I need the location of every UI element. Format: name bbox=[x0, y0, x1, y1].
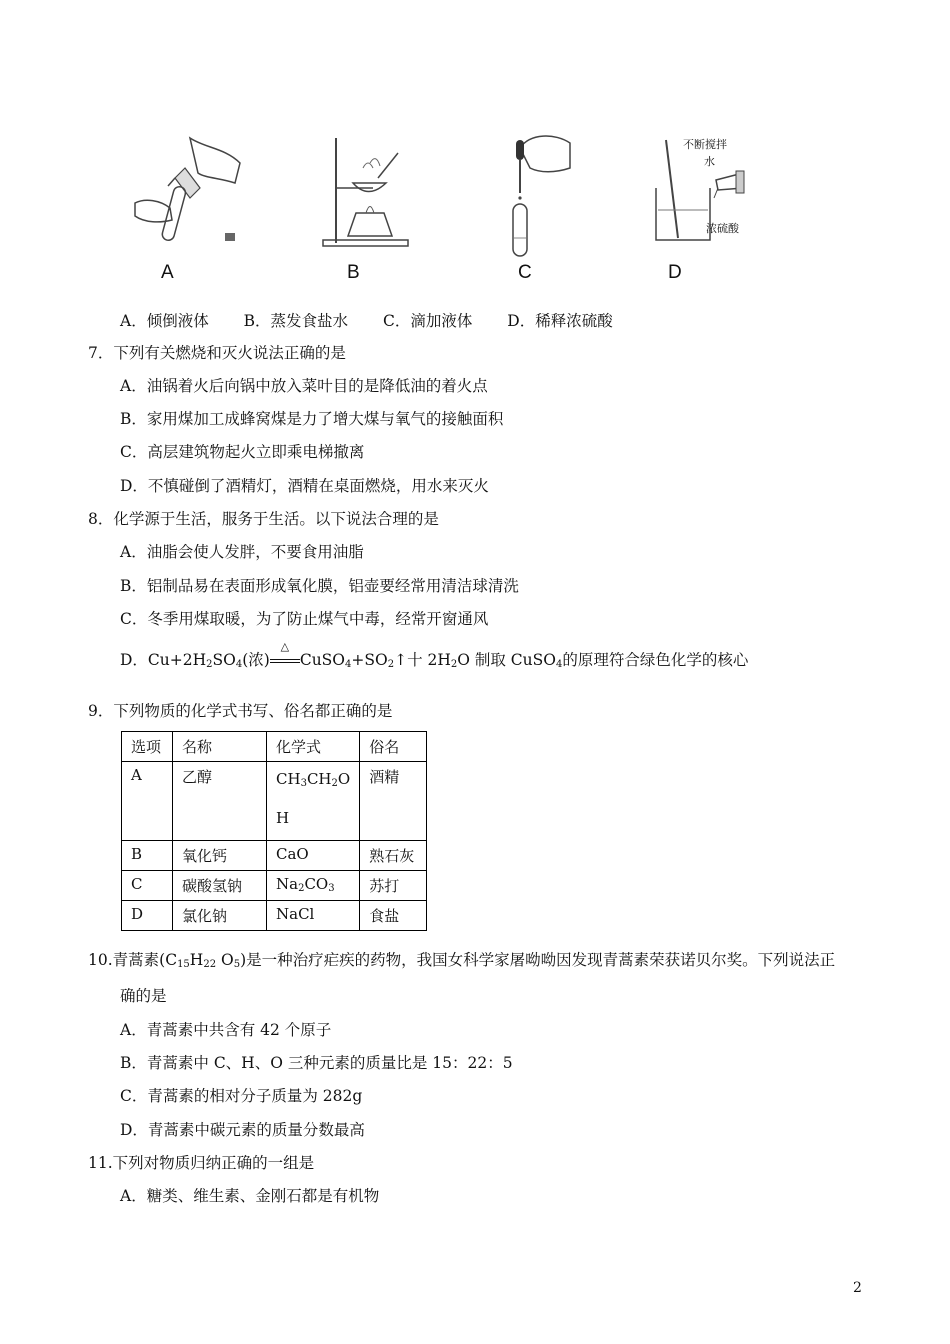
figure-a-pouring-liquid bbox=[130, 128, 245, 248]
figure-c-dropper bbox=[500, 128, 575, 263]
q7-option-b: B．家用煤加工成蜂窝煤是力了增大煤与氧气的接触面积 bbox=[120, 410, 504, 428]
q10-option-d: D．青蒿素中碳元素的质量分数最高 bbox=[120, 1121, 365, 1139]
q8-option-c: C．冬季用煤取暖，为了防止煤气中毒，经常开窗通风 bbox=[120, 610, 489, 628]
table-row: B 氧化钙 CaO 熟石灰 bbox=[122, 841, 427, 871]
table-row: C 碳酸氢钠 $Na_2CO_3$ 苏打 bbox=[122, 871, 427, 901]
q6-option-a: A．倾倒液体 bbox=[120, 312, 209, 330]
figure-b-evaporation bbox=[318, 128, 413, 253]
q7-stem: 7．下列有关燃烧和灭火说法正确的是 bbox=[88, 344, 346, 362]
reaction-condition-arrow bbox=[270, 640, 300, 670]
q7-option-d: D．不慎碰倒了酒精灯，酒精在桌面燃烧，用水来灭火 bbox=[120, 477, 489, 495]
q10-option-b: B．青蒿素中 C、H、O 三种元素的质量比是 15：22：5 bbox=[120, 1054, 513, 1072]
figure-label-d: D bbox=[668, 262, 682, 283]
figure-label-b: B bbox=[347, 262, 360, 283]
q10-stem-line2: 确的是 bbox=[120, 987, 167, 1005]
q10-option-c: C．青蒿素的相对分子质量为 282g bbox=[120, 1087, 363, 1105]
q9-table bbox=[121, 731, 427, 931]
annotation-water: 水 bbox=[704, 156, 715, 168]
page-number: 2 bbox=[853, 1280, 862, 1296]
q8-option-b: B．铝制品易在表面形成氧化膜，铝壶要经常用清洁球清洗 bbox=[120, 577, 519, 595]
table-header-row: 选项 名称 化学式 俗名 bbox=[122, 732, 427, 762]
q9-stem: 9．下列物质的化学式书写、俗名都正确的是 bbox=[88, 702, 393, 720]
q8-option-d: D．$Cu+2H_2SO_4$(浓) △ $CuSO_4+SO_2↑$十 $2H_2O$ 制取 CuSO$_4$的原理符合绿色化学的核心 bbox=[120, 650, 748, 675]
table-row: D 氯化钠 NaCl 食盐 bbox=[122, 901, 427, 931]
figure-label-c: C bbox=[518, 262, 532, 283]
q7-option-a: A．油锅着火后向锅中放入菜叶目的是降低油的着火点 bbox=[120, 377, 488, 395]
q8-stem: 8．化学源于生活，服务于生活。以下说法合理的是 bbox=[88, 510, 439, 528]
heating-symbol: △ bbox=[280, 640, 290, 653]
q6-option-c: C．滴加液体 bbox=[382, 312, 473, 330]
figure-label-a: A bbox=[161, 262, 174, 283]
q6-options bbox=[120, 309, 643, 331]
q10-stem: 10.青蒿素($C_{15}H_{22}$ $O_5$)是一种治疗疟疾的药物，我国女科学家屠呦呦因发现青蒿素荣获诺贝尔奖。下列说法正 bbox=[88, 951, 836, 970]
annotation-stir: 不断搅拌 bbox=[683, 139, 727, 151]
q10-option-a: A．青蒿素中共含有 42 个原子 bbox=[120, 1021, 332, 1039]
q11-option-a: A．糖类、维生素、金刚石都是有机物 bbox=[120, 1187, 380, 1205]
q7-option-c: C．高层建筑物起火立即乘电梯撤离 bbox=[120, 443, 365, 461]
q6-option-b: B．蒸发食盐水 bbox=[243, 312, 349, 330]
q8-option-a: A．油脂会使人发胖，不要食用油脂 bbox=[120, 543, 364, 561]
q11-stem: 11.下列对物质归纳正确的一组是 bbox=[88, 1154, 315, 1172]
table-row: A 乙醇 $CH_3CH_2O$ H 酒精 bbox=[122, 762, 427, 841]
annotation-acid: 浓硫酸 bbox=[706, 223, 739, 235]
q6-option-d: D．稀释浓硫酸 bbox=[507, 312, 613, 330]
